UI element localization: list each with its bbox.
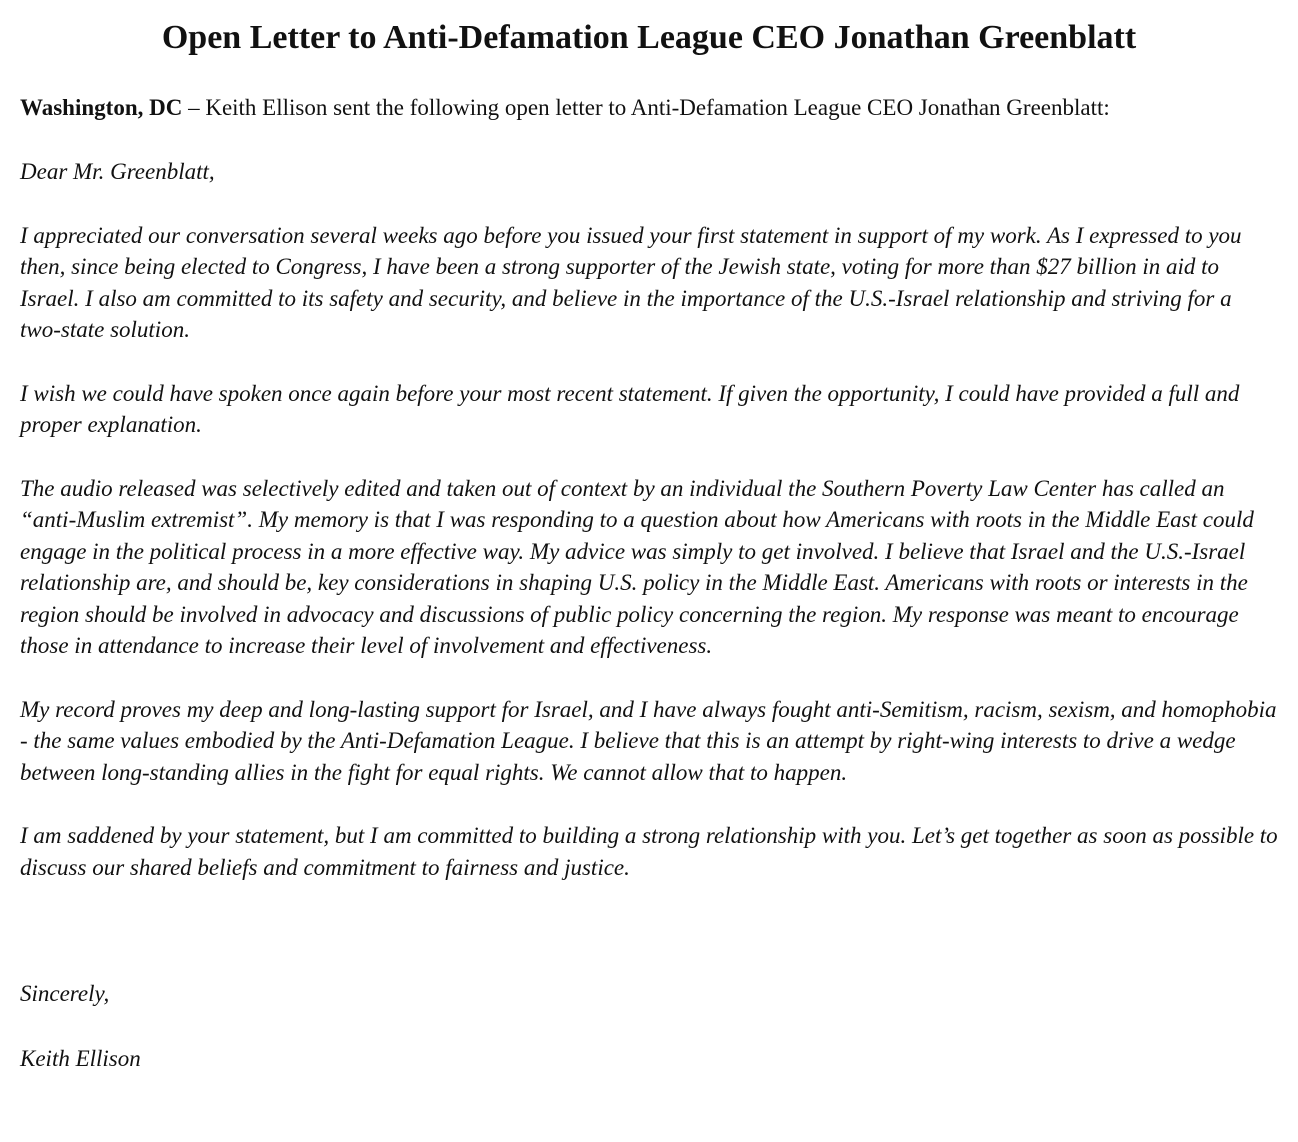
closing: Sincerely, (20, 981, 110, 1006)
page-title: Open Letter to Anti-Defamation League CEO Jonathan Greenblatt (161, 19, 1137, 56)
letter-body (20, 156, 1278, 1074)
letter-paragraph-1: I appreciated our conversation several weeks ago before you issued your first statement in support of my work. As I expressed to you then, since being elected to Congress, I have been a strong supporter of the Jewish state, voting for more than $27 billion in aid to Israel. I also am committed to its safety and security, and believe in the importance of the U.S.-Israel relationship and striving for a two-state solution. (20, 222, 1242, 342)
letter-paragraph-2: I wish we could have spoken once again before your most recent statement. If given the opportunity, I could have provided a full and proper explanation. (20, 380, 1240, 437)
signature: Keith Ellison (20, 1045, 141, 1071)
letter-paragraph-3: The audio released was selectively edited and taken out of context by an individual the Southern Poverty Law Center has called an “anti-Muslim extremist”. My memory is that I was responding to a question about how Americans with roots in the Middle East could engage in the political process in a more effective way. My advice was simply to get involved. I believe that Israel and the U.S.-Israel relationship are, and should be, key considerations in shaping U.S. policy in the Middle East. Americans with roots or interests in the region should be involved in advocacy and discussions of public policy concerning the region. My response was meant to encourage those in attendance to increase their level of involvement and effectiveness. (20, 475, 1254, 658)
salutation: Dear Mr. Greenblatt, (20, 159, 215, 184)
dateline-text: – Keith Ellison sent the following open letter to Anti-Defamation League CEO Jonathan Greenblatt: (182, 95, 1110, 120)
dateline-place: Washington, DC (20, 95, 183, 120)
dateline (20, 92, 1278, 123)
letter-paragraph-5: I am saddened by your statement, but I am committed to building a strong relationship with you. Let’s get together as soon as possible to discuss our shared beliefs and commitment to fairness and justice. (20, 823, 1278, 880)
letter-paragraph-4: My record proves my deep and long-lasting support for Israel, and I have always fought anti-Semitism, racism, sexism, and homophobia - the same values embodied by the Anti-Defamation League. I believe that this is an attempt by right-wing interests to drive a wedge between long-standing allies in the fight for equal rights. We cannot allow that to happen. (20, 696, 1277, 785)
